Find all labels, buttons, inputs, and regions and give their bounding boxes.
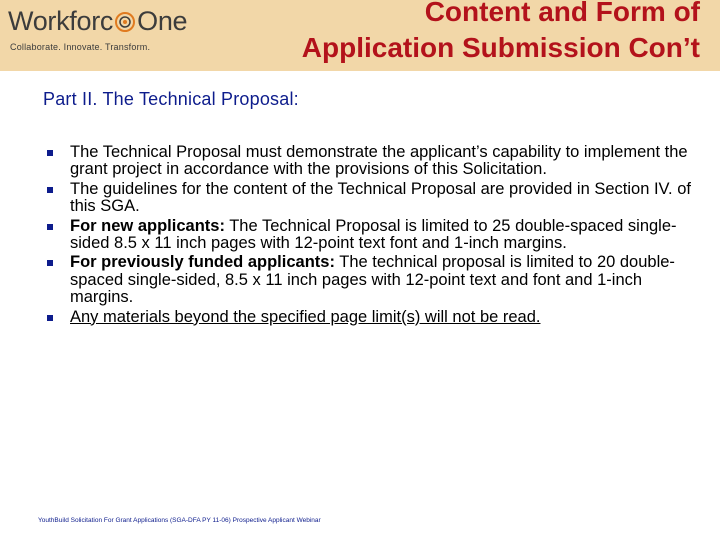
bullet-text: The technical proposal is limited to 20 double-spaced single-sided, 8.5 x 11 inch pages with 12-point text and font and 1-inch margins.: [70, 253, 675, 307]
bullet-bold-lead: For new applicants:: [70, 216, 225, 235]
square-bullet-icon: [47, 224, 53, 230]
square-bullet-icon: [47, 187, 53, 193]
bullet-item: [47, 254, 697, 306]
logo-emblem-icon: [114, 9, 136, 31]
square-bullet-icon: [47, 260, 53, 266]
bullet-item: [47, 309, 697, 326]
bullet-item: [47, 181, 697, 216]
bullet-text: The Technical Proposal is limited to 25 double-spaced single-sided 8.5 x 11 inch pages with 12-point text font and 1-inch margins.: [70, 216, 677, 253]
bullet-list: [47, 144, 697, 328]
bullet-item: [47, 144, 697, 179]
logo-brand-part1: Workforc: [8, 6, 114, 36]
square-bullet-icon: [47, 150, 53, 156]
logo-tagline: Collaborate. Innovate. Transform.: [10, 42, 151, 52]
header-banner: [0, 0, 720, 71]
square-bullet-icon: [47, 315, 53, 321]
slide-title-line1: Content and Form of: [424, 0, 700, 27]
workforce-one-logo: [8, 6, 218, 56]
logo-wordmark: [8, 6, 187, 37]
slide-title-line2: Application Submission Con’t: [301, 32, 700, 63]
bullet-bold-lead: For previously funded applicants:: [70, 253, 335, 272]
bullet-item: [47, 218, 697, 253]
slide-footer: YouthBuild Solicitation For Grant Applications (SGA-DFA PY 11-06) Prospective Applicant Webinar: [38, 517, 321, 524]
section-subheading: Part II. The Technical Proposal:: [43, 89, 299, 109]
slide-title: [230, 0, 700, 66]
logo-brand-part2: One: [137, 6, 188, 36]
bullet-text: The Technical Proposal must demonstrate the applicant’s capability to implement the grant project in accordance with the provisions of this Solicitation.: [70, 143, 688, 179]
bullet-text: The guidelines for the content of the Technical Proposal are provided in Section IV. of this SGA.: [70, 179, 691, 216]
bullet-text: Any materials beyond the specified page limit(s) will not be read.: [70, 307, 541, 326]
